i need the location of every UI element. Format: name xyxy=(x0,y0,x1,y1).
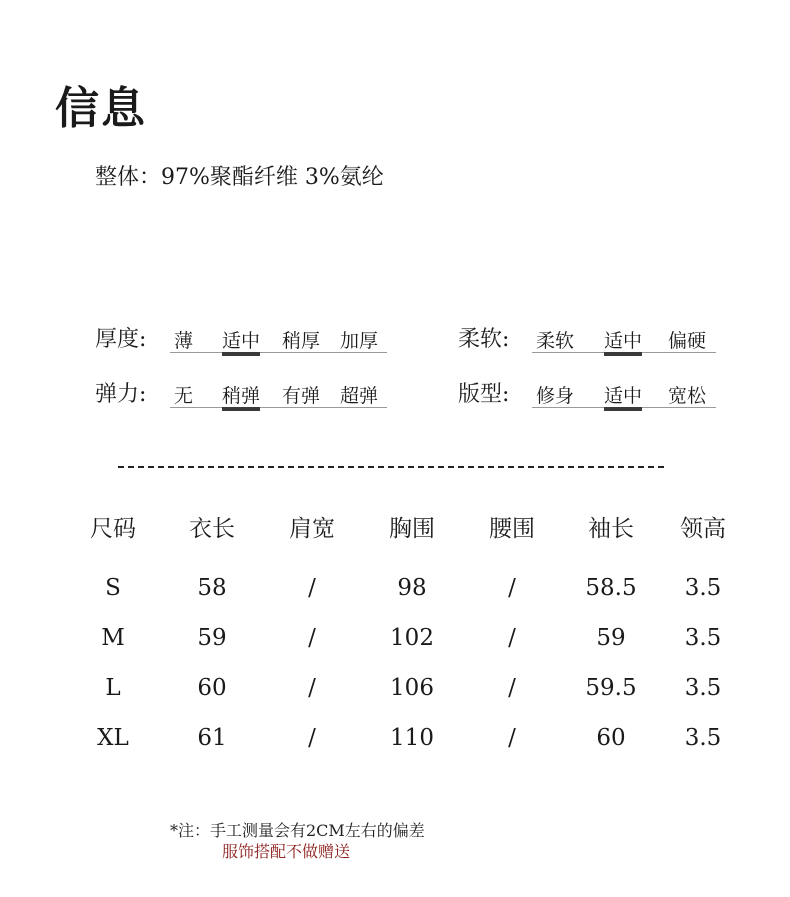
attr-option: 柔软 xyxy=(536,330,575,352)
table-header-length: 衣长 xyxy=(189,516,235,542)
attr-option: 无 xyxy=(174,385,194,407)
table-header-collar: 领高 xyxy=(680,516,726,542)
table-header-shoulder: 肩宽 xyxy=(289,516,335,542)
table-cell: / xyxy=(308,675,316,701)
table-cell: 59.5 xyxy=(585,675,637,701)
attr-options-softness xyxy=(532,326,716,353)
attr-label-thickness: 厚度: xyxy=(95,327,147,352)
attr-option: 修身 xyxy=(536,385,575,407)
table-cell: 3.5 xyxy=(684,575,722,601)
table-cell: / xyxy=(308,625,316,651)
table-cell: / xyxy=(508,575,516,601)
attr-option-selected: 适中 xyxy=(604,381,642,408)
table-cell: 61 xyxy=(197,725,227,751)
table-cell: 60 xyxy=(596,725,626,751)
attr-option-selected: 适中 xyxy=(604,326,642,353)
table-cell: 59 xyxy=(197,625,227,651)
table-cell: 98 xyxy=(397,575,427,601)
attr-options-fit xyxy=(532,381,716,408)
table-cell: 110 xyxy=(390,725,434,751)
table-cell: / xyxy=(508,675,516,701)
table-cell: XL xyxy=(97,725,129,751)
attr-option-selected: 稍弹 xyxy=(222,381,260,408)
table-header-waist: 腰围 xyxy=(489,516,535,542)
attr-option: 偏硬 xyxy=(668,330,707,352)
table-cell: 3.5 xyxy=(684,675,722,701)
table-cell: S xyxy=(105,575,121,601)
attr-option-selected: 适中 xyxy=(222,326,260,353)
section-divider xyxy=(118,466,664,468)
table-cell: L xyxy=(105,675,121,701)
material-composition: 整体：97%聚酯纤维 3%氨纶 xyxy=(95,165,384,190)
table-cell: / xyxy=(508,725,516,751)
table-header-sleeve: 袖长 xyxy=(588,516,634,542)
table-cell: 58 xyxy=(197,575,227,601)
attr-option: 加厚 xyxy=(340,330,379,352)
attr-option: 宽松 xyxy=(668,385,707,407)
page-title: 信息 xyxy=(55,83,147,134)
table-header-chest: 胸围 xyxy=(389,516,435,542)
attr-option: 薄 xyxy=(174,330,194,352)
attr-option: 有弹 xyxy=(282,385,321,407)
table-cell: 102 xyxy=(390,625,434,651)
attr-option: 超弹 xyxy=(340,385,379,407)
table-cell: / xyxy=(508,625,516,651)
attr-options-thickness xyxy=(170,326,387,353)
attr-label-elasticity: 弹力: xyxy=(95,382,147,407)
table-cell: / xyxy=(308,725,316,751)
attr-options-elasticity xyxy=(170,381,387,408)
table-cell: 3.5 xyxy=(684,625,722,651)
table-cell: 3.5 xyxy=(684,725,722,751)
table-cell: 106 xyxy=(390,675,434,701)
attr-label-fit: 版型: xyxy=(458,382,510,407)
table-cell: M xyxy=(101,625,125,651)
table-cell: 60 xyxy=(197,675,227,701)
table-cell: 58.5 xyxy=(585,575,637,601)
table-cell: 59 xyxy=(596,625,626,651)
table-header-size: 尺码 xyxy=(90,516,136,542)
accessories-note: 服饰搭配不做赠送 xyxy=(222,842,351,861)
attr-label-softness: 柔软: xyxy=(458,327,510,352)
table-cell: / xyxy=(308,575,316,601)
attr-option: 稍厚 xyxy=(282,330,321,352)
measurement-note: *注：手工测量会有2CM左右的偏差 xyxy=(170,821,425,840)
